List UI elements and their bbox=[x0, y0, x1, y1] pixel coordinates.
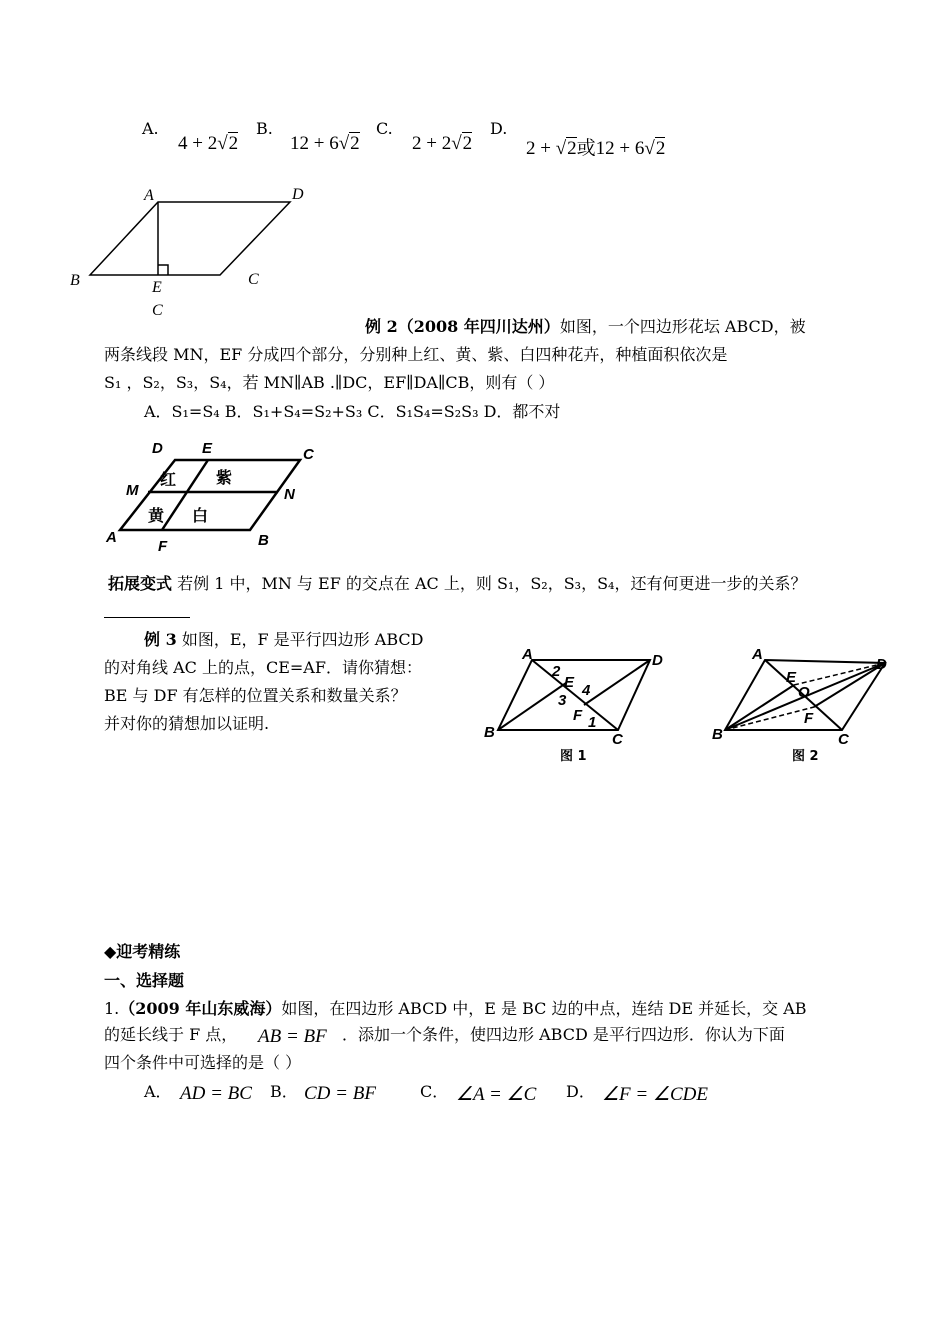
angle-3-label: 3 bbox=[558, 692, 567, 709]
section-heading: 一、选择题 bbox=[104, 971, 185, 990]
vertex-b-label: B bbox=[712, 726, 723, 743]
example2-line2: 两条线段 MN，EF 分成四个部分，分别种上红、黄、紫、白四种花卉，种植面积依次是 bbox=[104, 345, 728, 364]
point-o-label: O bbox=[798, 684, 810, 701]
option-d-expr: 2 + √2或12 + 6√2 bbox=[526, 138, 666, 159]
segment-be bbox=[498, 683, 566, 730]
vertex-b-label: B bbox=[258, 532, 269, 549]
vertex-a-label: A bbox=[522, 646, 533, 663]
point-e-label: E bbox=[564, 674, 575, 691]
question1-line2b: ．添加一个条件，使四边形 ABCD 是平行四边形．你认为下面 bbox=[342, 1025, 785, 1044]
vertex-d-label: D bbox=[152, 440, 163, 457]
point-e-label: E bbox=[786, 669, 797, 686]
vertex-a-label: A bbox=[106, 529, 117, 546]
region-yellow-label: 黄 bbox=[148, 506, 165, 525]
right-angle-mark bbox=[158, 265, 168, 275]
angle-1-label: 1 bbox=[588, 714, 597, 731]
figure-1-diagram bbox=[480, 645, 680, 770]
point-e-label: E bbox=[152, 279, 162, 296]
point-n-label: N bbox=[284, 486, 295, 503]
option-c-label: C. bbox=[376, 119, 393, 138]
question1-line3: 四个条件中可选择的是（ ） bbox=[104, 1053, 302, 1072]
vertex-d-label: D bbox=[292, 186, 304, 203]
practice-heading: ◆迎考精练 bbox=[104, 942, 181, 961]
segment-df bbox=[814, 663, 885, 707]
vertex-d-label: D bbox=[876, 656, 887, 673]
question1-line2a: 的延长线于 F 点， bbox=[104, 1025, 238, 1044]
point-f-label: F bbox=[573, 707, 583, 724]
point-m-label: M bbox=[126, 482, 139, 499]
example3-line4: 并对你的猜想加以证明. bbox=[104, 714, 270, 733]
vertex-a-label: A bbox=[752, 646, 763, 663]
q1-option-a-expr: AD = BC bbox=[180, 1083, 252, 1104]
vertex-d-label: D bbox=[652, 652, 663, 669]
divider-line bbox=[104, 617, 190, 618]
q1-option-b-expr: CD = BF bbox=[304, 1083, 376, 1104]
figure-1-caption: 图 1 bbox=[560, 749, 587, 764]
example3-line1: 例 3 如图，E，F 是平行四边形 ABCD bbox=[144, 630, 424, 649]
region-red-label: 红 bbox=[160, 470, 177, 489]
option-b-label: B. bbox=[256, 119, 273, 138]
example3-line3: BE 与 DF 有怎样的位置关系和数量关系？ bbox=[104, 686, 407, 705]
example2-options: A．S₁=S₄ B．S₁+S₄=S₂+S₃ C．S₁S₄=S₂S₃ D．都不对 bbox=[144, 402, 561, 421]
point-f-label: F bbox=[158, 538, 168, 555]
point-f-label: F bbox=[804, 710, 814, 727]
angle-4-label: 4 bbox=[582, 682, 591, 699]
example2-line3: S₁ ，S₂，S₃，S₄，若 MN∥AB .∥DC，EF∥DA∥CB，则有（ ） bbox=[104, 373, 555, 392]
q1-option-a-label: A． bbox=[144, 1082, 172, 1101]
q1-option-c-label: C． bbox=[420, 1082, 449, 1101]
q1-option-c-expr: ∠A = ∠C bbox=[456, 1084, 537, 1105]
parallelogram-altitude-figure bbox=[60, 180, 330, 320]
figure-2-diagram bbox=[710, 645, 900, 770]
vertex-b-label: B bbox=[70, 272, 80, 289]
flower-bed-outline bbox=[120, 460, 300, 530]
example2-line1: 例 2（2008 年四川达州）如图，一个四边形花坛 ABCD，被 bbox=[365, 317, 806, 336]
option-a-expr: 4 + 2√2 bbox=[178, 133, 239, 154]
angle-2-label: 2 bbox=[552, 663, 561, 680]
region-purple-label: 紫 bbox=[216, 468, 233, 487]
vertex-c-label: C bbox=[303, 446, 314, 463]
question1-line1: 1.（2009 年山东威海）如图，在四边形 ABCD 中，E 是 BC 边的中点，连结 DE 并延长，交 AB bbox=[104, 999, 807, 1018]
question1-formula: AB = BF bbox=[258, 1026, 327, 1047]
point-e-label: E bbox=[202, 440, 213, 457]
vertex-c-label: C bbox=[612, 731, 623, 748]
vertex-c-label: C bbox=[838, 731, 849, 748]
q1-option-d-label: D． bbox=[566, 1082, 595, 1101]
flower-bed-figure bbox=[100, 435, 330, 560]
option-a-label: A. bbox=[142, 119, 159, 138]
option-b-expr: 12 + 6√2 bbox=[290, 133, 360, 154]
q1-option-b-label: B． bbox=[270, 1082, 298, 1101]
vertex-c-label: C bbox=[248, 271, 259, 288]
segment-be bbox=[725, 685, 794, 730]
option-c-expr: 2 + 2√2 bbox=[412, 133, 473, 154]
extension-line: 拓展变式 若例 1 中，MN 与 EF 的交点在 AC 上，则 S₁，S₂，S₃，S₄，还有何更进一步的关系？ bbox=[108, 574, 807, 593]
vertex-b-label: B bbox=[484, 724, 495, 741]
stray-c-label: C bbox=[152, 302, 163, 319]
region-white-label: 白 bbox=[192, 506, 209, 525]
figure-2-caption: 图 2 bbox=[792, 749, 819, 764]
option-d-label: D. bbox=[490, 119, 508, 138]
vertex-a-label: A bbox=[144, 187, 154, 204]
q1-option-d-expr: ∠F = ∠CDE bbox=[602, 1084, 708, 1105]
parallelogram-outline bbox=[90, 202, 290, 275]
example3-line2: 的对角线 AC 上的点，CE=AF．请你猜想： bbox=[104, 658, 422, 677]
